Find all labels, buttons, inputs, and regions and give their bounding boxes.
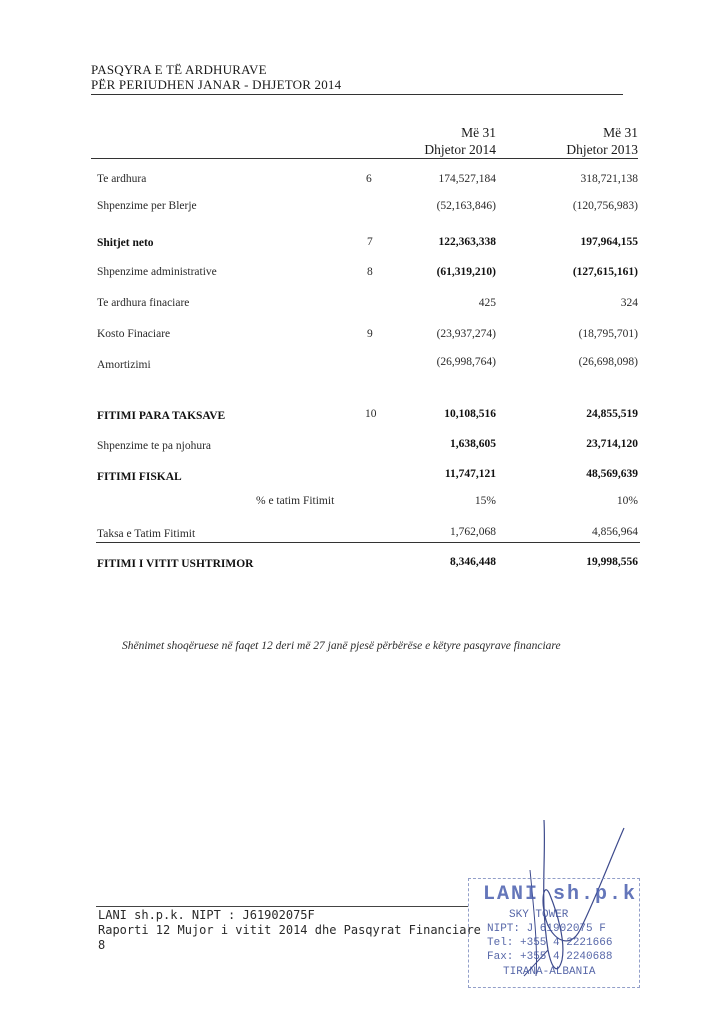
- row-2014-shpenzime-pa-njohura: 1,638,605: [450, 438, 496, 450]
- footnote: Shënimet shoqëruese në faqet 12 deri më 27 janë pjesë përbërëse e këtyre pasqyrave financiare: [122, 640, 561, 652]
- row-label-shpenzime-blerje: Shpenzime per Blerje: [97, 200, 197, 212]
- col-2013-header-line2: Dhjetor 2013: [566, 142, 638, 157]
- footer-rule: [96, 906, 468, 907]
- row-2013-te-ardhura-finaciare: 324: [620, 297, 638, 309]
- row-2013-shpenzime-blerje: (120,756,983): [572, 200, 638, 212]
- row-2014-kosto-finaciare: (23,937,274): [436, 328, 496, 340]
- col-2014-header-line2: Dhjetor 2014: [424, 142, 496, 157]
- row-2013-te-ardhura: 318,721,138: [580, 173, 638, 185]
- row-label-amortizimi: Amortizimi: [97, 359, 151, 371]
- footer-company: LANI sh.p.k. NIPT : J61902075F: [98, 908, 315, 922]
- row-label-shpenzime-administrative: Shpenzime administrative: [97, 266, 217, 278]
- row-2014-shpenzime-administrative: (61,319,210): [436, 266, 496, 278]
- row-label-fitimi-para-taksave: FITIMI PARA TAKSAVE: [97, 410, 226, 422]
- row-2014-amortizimi: (26,998,764): [436, 356, 496, 368]
- row-2014-te-ardhura: 174,527,184: [438, 173, 496, 185]
- row-note-shitjet-neto: 7: [367, 236, 373, 248]
- row-note-te-ardhura: 6: [366, 173, 372, 185]
- row-2014-fitimi-vitit: 8,346,448: [450, 556, 496, 568]
- row-2013-shpenzime-pa-njohura: 23,714,120: [586, 438, 638, 450]
- row-label-te-ardhura: Te ardhura: [97, 173, 147, 185]
- row-2014-fitimi-para-taksave: 10,108,516: [444, 408, 496, 420]
- row-2014-shitjet-neto: 122,363,338: [438, 236, 496, 248]
- page-number: 8: [98, 938, 106, 952]
- row-2013-amortizimi: (26,698,098): [578, 356, 638, 368]
- row-note-kosto-finaciare: 9: [367, 328, 373, 340]
- row-2014-taksa-tatim-fitimi: 1,762,068: [450, 526, 496, 538]
- statement-period: PËR PERIUDHEN JANAR - DHJETOR 2014: [91, 77, 342, 92]
- row-2013-taksa-tatim-fitimi: 4,856,964: [592, 526, 638, 538]
- row-2013-perqindje-tatim: 10%: [616, 495, 638, 507]
- stamp-line-5: TIRANA-ALBANIA: [503, 966, 596, 978]
- row-2013-fitimi-para-taksave: 24,855,519: [586, 408, 638, 420]
- row-note-fitimi-para-taksave: 10: [365, 408, 377, 420]
- row-label-perqindje-tatim: % e tatim Fitimit: [256, 495, 335, 507]
- title-underline: [91, 94, 623, 95]
- footer-report: Raporti 12 Mujor i vitit 2014 dhe Pasqyrat Financiare: [98, 923, 481, 937]
- stamp-line-2: NIPT: J 61902075 F: [487, 923, 606, 935]
- row-label-taksa-tatim-fitimi: Taksa e Tatim Fitimit: [97, 528, 196, 540]
- row-label-shitjet-neto: Shitjet neto: [97, 237, 154, 249]
- row-2013-shpenzime-administrative: (127,615,161): [572, 266, 638, 278]
- row-label-fitimi-fiskal: FITIMI FISKAL: [97, 471, 182, 483]
- col-2014-header-line1: Më 31: [461, 125, 496, 140]
- row-2013-shitjet-neto: 197,964,155: [580, 236, 638, 248]
- col-2013-header-line1: Më 31: [603, 125, 638, 140]
- row-2013-fitimi-vitit: 19,998,556: [586, 556, 638, 568]
- row-2013-fitimi-fiskal: 48,569,639: [586, 468, 638, 480]
- row-2013-kosto-finaciare: (18,795,701): [578, 328, 638, 340]
- row-2014-fitimi-fiskal: 11,747,121: [444, 468, 496, 480]
- row-label-fitimi-vitit: FITIMI I VITIT USHTRIMOR: [97, 558, 254, 570]
- stamp-line-3: Tel: +355 4 2221666: [487, 937, 613, 949]
- row-2014-te-ardhura-finaciare: 425: [478, 297, 496, 309]
- row-label-kosto-finaciare: Kosto Finaciare: [97, 328, 171, 340]
- stamp-line-1: SKY TOWER: [509, 909, 569, 921]
- statement-title: PASQYRA E TË ARDHURAVE: [91, 62, 267, 77]
- company-stamp: [468, 878, 640, 988]
- header-rule: [91, 158, 638, 159]
- row-note-shpenzime-administrative: 8: [367, 266, 373, 278]
- stamp-logo: LANI sh.p.k: [483, 883, 638, 906]
- row-label-shpenzime-pa-njohura: Shpenzime te pa njohura: [97, 440, 212, 452]
- stamp-line-4: Fax: +355 4 2240688: [487, 951, 613, 963]
- row-2014-perqindje-tatim: 15%: [474, 495, 496, 507]
- total-rule: [96, 542, 640, 543]
- row-2014-shpenzime-blerje: (52,163,846): [436, 200, 496, 212]
- row-label-te-ardhura-finaciare: Te ardhura finaciare: [97, 297, 190, 309]
